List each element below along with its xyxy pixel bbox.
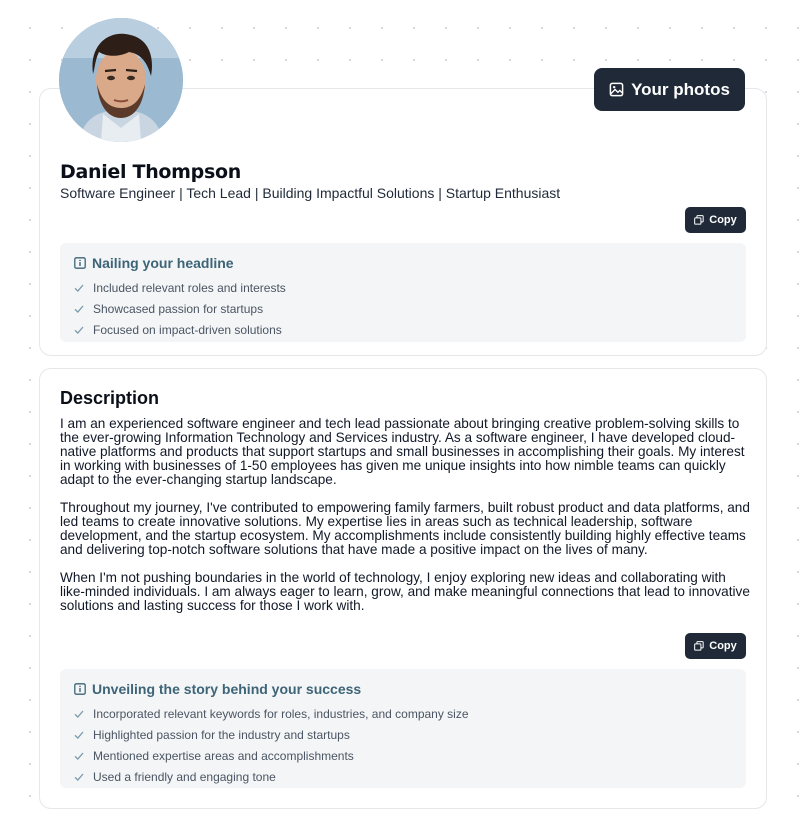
tip-text: Mentioned expertise areas and accomplishments bbox=[93, 748, 354, 763]
list-item bbox=[74, 724, 732, 745]
tip-text: Included relevant roles and interests bbox=[93, 280, 286, 295]
list-item bbox=[74, 703, 732, 724]
list-item bbox=[74, 319, 732, 340]
copy-label: Copy bbox=[709, 640, 737, 652]
check-icon bbox=[74, 730, 84, 740]
check-icon bbox=[74, 304, 84, 314]
copy-icon bbox=[694, 641, 704, 651]
info-icon bbox=[74, 683, 86, 695]
tip-text: Focused on impact-driven solutions bbox=[93, 322, 282, 337]
description-paragraph: Throughout my journey, I've contributed to empowering family farmers, built robust product and data platforms, and led teams to create innovative solutions. My expertise lies in areas such as technical leadership, software development, and the startup ecosystem. My accomplishments include consistently building highly effective teams and delivering top-notch software solutions that have made a positive impact on the lives of many. bbox=[60, 500, 750, 557]
your-photos-label: Your photos bbox=[631, 79, 730, 99]
tip-text: Used a friendly and engaging tone bbox=[93, 769, 276, 784]
copy-icon bbox=[694, 215, 704, 225]
profile-name: Daniel Thompson bbox=[60, 161, 241, 183]
avatar bbox=[59, 18, 183, 142]
copy-label: Copy bbox=[709, 214, 737, 226]
description-body bbox=[60, 417, 750, 627]
list-item bbox=[74, 766, 732, 787]
description-paragraph: I am an experienced software engineer and tech lead passionate about bringing creative problem-solving skills to the ever-growing Information Technology and Services industry. As a software engineer, I have developed cloud-native platforms and products that support startups and small businesses in accomplishing their goals. My interest in working with businesses of 1-50 employees has given me unique insights into how nimble teams can quickly adapt to the ever-changing startup landscape. bbox=[60, 416, 745, 487]
check-icon bbox=[74, 283, 84, 293]
copy-headline-button[interactable] bbox=[685, 207, 746, 233]
check-icon bbox=[74, 751, 84, 761]
avatar-image bbox=[59, 18, 183, 142]
your-photos-button[interactable] bbox=[594, 68, 745, 111]
image-icon bbox=[609, 82, 624, 97]
tips-title: Nailing your headline bbox=[92, 255, 234, 271]
check-icon bbox=[74, 772, 84, 782]
info-icon bbox=[74, 257, 86, 269]
tip-text: Incorporated relevant keywords for roles, industries, and company size bbox=[93, 706, 469, 721]
tips-title: Unveiling the story behind your success bbox=[92, 681, 362, 697]
list-item bbox=[74, 745, 732, 766]
copy-description-button[interactable] bbox=[685, 633, 746, 659]
list-item bbox=[74, 277, 732, 298]
headline-tips bbox=[60, 243, 746, 342]
check-icon bbox=[74, 325, 84, 335]
description-title: Description bbox=[60, 388, 160, 408]
description-tips bbox=[60, 669, 746, 788]
check-icon bbox=[74, 709, 84, 719]
profile-headline: Software Engineer | Tech Lead | Building Impactful Solutions | Startup Enthusiast bbox=[60, 185, 561, 201]
description-paragraph: When I'm not pushing boundaries in the world of technology, I enjoy exploring new ideas and collaborating with like-minded individuals. I am always eager to learn, grow, and make meaningful connections that lead to innovative solutions and lasting success for those I work with. bbox=[60, 570, 750, 613]
tip-text: Showcased passion for startups bbox=[93, 301, 264, 316]
tip-text: Highlighted passion for the industry and startups bbox=[93, 727, 350, 742]
list-item bbox=[74, 298, 732, 319]
